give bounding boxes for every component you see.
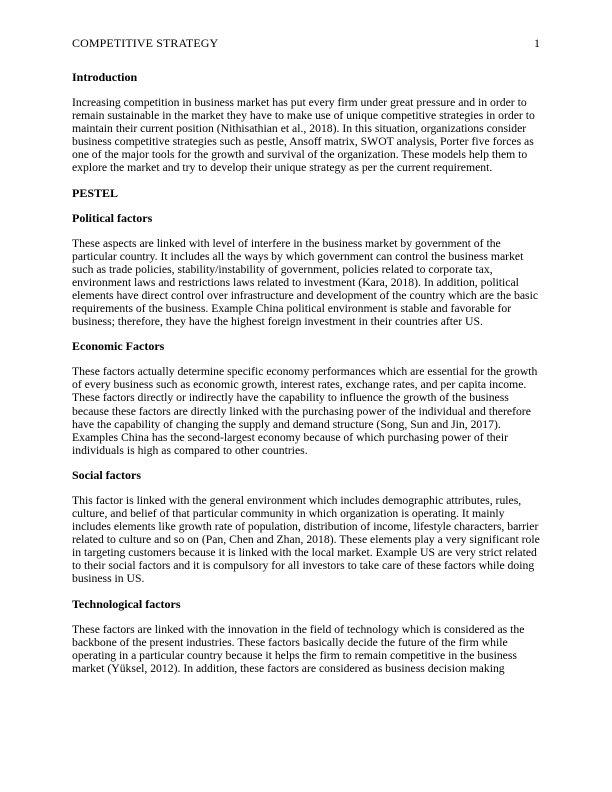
heading-pestel: PESTEL: [72, 185, 119, 200]
heading-political-factors: Political factors: [72, 210, 153, 225]
paragraph-technological-factors: These factors are linked with the innovation in the field of technology which is considered as the backbone of the present industries. These factors basically decide the future of the firm while operating in a particular country because it helps the firm to remain competitive in the business market (Yüksel, 2012). In addition, these factors are considered as business decision making: [72, 622, 525, 675]
paragraph-social-factors: This factor is linked with the general environment which includes demographic attributes, rules, culture, and belief of that particular community in which organization is operating. It mainly includes elements like growth rate of population, distribution of income, lifestyle characters, barrier related to culture and so on (Pan, Chen and Zhan, 2018). These elements play a very significant role in targeting customers because it is linked with the local market. Example US are very strict related to their social factors and it is compulsory for all investors to take care of these factors while doing business in US.: [72, 493, 540, 586]
heading-economic-factors: Economic Factors: [72, 339, 165, 354]
document-body: [72, 70, 540, 675]
heading-social-factors: Social factors: [72, 467, 141, 482]
running-head-title: COMPETITIVE STRATEGY: [72, 36, 219, 50]
paragraph-political-factors: These aspects are linked with level of interfere in the business market by government of the particular country. It includes all the ways by which government can control the business market such as trade policies, stability/instability of government, policies related to corporate tax, environment laws and restrictions laws related to investment (Kara, 2018). In addition, political elements have direct control over infrastructure and development of the country which are the basic requirements of the business. Example China political environment is stable and favorable for business; therefore, they have the highest foreign investment in their countries after US.: [72, 236, 539, 329]
heading-technological-factors: Technological factors: [72, 596, 181, 611]
heading-introduction: Introduction: [72, 70, 138, 84]
paragraph-introduction: Increasing competition in business market has put every firm under great pressure and in order to remain sustainable in the market they have to make use of unique competitive strategies in order to maintain their current position (Nithisathian et al., 2018). In this situation, organizations consider business competitive strategies such as pestle, Ansoff matrix, SWOT analysis, Porter five forces as one of the major tools for the growth and survival of the organization. These models help them to explore the market and try to develop their unique strategy as per the current requirement.: [72, 96, 535, 175]
paragraph-economic-factors: These factors actually determine specific economy performances which are essential for the growth of every business such as economic growth, interest rates, exchange rates, and per capita income. These factors directly or indirectly have the capability to influence the growth of the business because these factors are directly linked with the purchasing power of the individual and therefore have the capability of changing the supply and demand structure (Song, Sun and Jin, 2017). Examples China has the second-largest economy because of which purchasing power of their individuals is high as compared to other countries.: [72, 365, 538, 457]
page-number: 1: [534, 36, 540, 50]
